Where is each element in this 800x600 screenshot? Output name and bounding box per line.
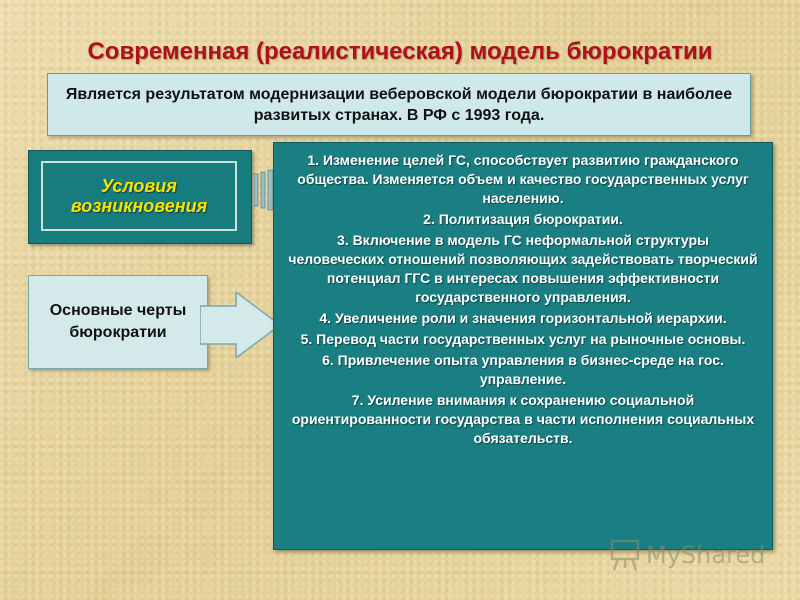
features-list bbox=[288, 151, 758, 448]
conditions-box bbox=[28, 150, 252, 244]
conditions-label bbox=[71, 176, 207, 216]
features-line2: бюрократии bbox=[69, 324, 167, 341]
watermark bbox=[608, 538, 778, 572]
list-item: 5. Перевод части государственных услуг на рыночные основы. bbox=[300, 331, 746, 347]
list-item: 4. Увеличение роли и значения горизонтальной иерархии. bbox=[319, 310, 727, 326]
intro-box: Является результатом модернизации веберовской модели бюрократии в наиболее развитых странах. В РФ с 1993 года. bbox=[47, 73, 751, 136]
presentation-board-icon bbox=[608, 538, 642, 572]
list-item: 2. Политизация бюрократии. bbox=[423, 211, 623, 227]
conditions-line1: Условия bbox=[101, 176, 177, 196]
list-item: 6. Привлечение опыта управления в бизнес-среде на гос. управление. bbox=[322, 352, 724, 387]
list-item: 3. Включение в модель ГС неформальной структуры человеческих отношений позволяющих задействовать творческий потенциал ГГС в интересах повышения эффективности государственного управления. bbox=[288, 232, 758, 305]
list-item: 7. Усиление внимания к сохранению социальной ориентированности государства в части исполнения социальных обязательств. bbox=[291, 392, 755, 446]
conditions-line2: возникновения bbox=[70, 196, 208, 216]
features-line1: Основные черты bbox=[49, 302, 187, 319]
slide-title: Современная (реалистическая) модель бюрократии bbox=[87, 38, 713, 65]
list-item: 1. Изменение целей ГС, способствует развитию гражданского общества. Изменяется объем и качество государственных услуг населению. bbox=[297, 152, 749, 206]
conditions-inner-frame bbox=[41, 161, 237, 231]
right-arrow-icon bbox=[200, 292, 282, 358]
features-box bbox=[28, 275, 208, 369]
features-list-box bbox=[273, 142, 773, 550]
watermark-text: MyShared bbox=[646, 541, 766, 569]
features-label bbox=[50, 300, 187, 344]
